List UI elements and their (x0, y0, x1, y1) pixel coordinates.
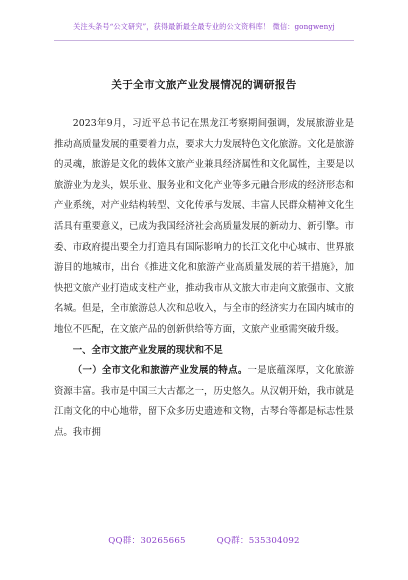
document-title: 关于全市文旅产业发展情况的调研报告 (111, 79, 297, 91)
header-divider (54, 40, 354, 41)
header-promo-note: 关注头条号“公文研究”，获得最新最全最专业的公文资料库！ 微信：gongwenyj (73, 22, 335, 31)
intro-paragraph: 2023年9月，习近平总书记在黑龙江考察期间强调，发展旅游业是推动高质量发展的重要着力点，要求大力发展特色文化旅游。文化是旅游的灵魂，旅游是文化的载体文旅产业兼具经济属性和文化属性，主要是以旅游业为龙头，娱乐业、服务业和文化产业等多元融合形成的经济形态和产业系统，对产业结构转型、文化传承与发展、丰富人民群众精神文化生活具有重要意义，已成为我国经济社会高质量发展的新动力、新引擎。市委、市政府提出要全力打造具有国际影响力的长江文化中心城市、世界旅游目的地城市，出台《推进文化和旅游产业高质量发展的若干措施》，加快把文旅产业打造成支柱产业，推动我市从文旅大市走向文旅强市、文旅名城。但是，全市旅游总人次和总收入，与全市的经济实力在国内城市的地位不匹配，在文旅产品的创新供给等方面，文旅产业亟需突破升级。 (54, 118, 355, 335)
subsection-heading: （一）全市文化和旅游产业发展的特点。 (72, 365, 248, 377)
subsection-text: 一是底蕴深厚，文化旅游资源丰富。我市是中国三大古都之一，历史悠久。从汉朝开始，我市就是江南文化的中心地带，留下众多历史遗迹和文物，古琴台等都是标志性景点。我市拥 (54, 365, 355, 438)
document-body (54, 114, 354, 444)
footer-qq-group-1: QQ群：30265665 (108, 536, 186, 546)
subsection-paragraph (54, 361, 354, 443)
footer-contacts (0, 534, 408, 546)
footer-qq-group-2: QQ群：535304092 (216, 536, 300, 546)
section-heading: 一、全市文旅产业发展的现状和不足 (72, 344, 223, 356)
